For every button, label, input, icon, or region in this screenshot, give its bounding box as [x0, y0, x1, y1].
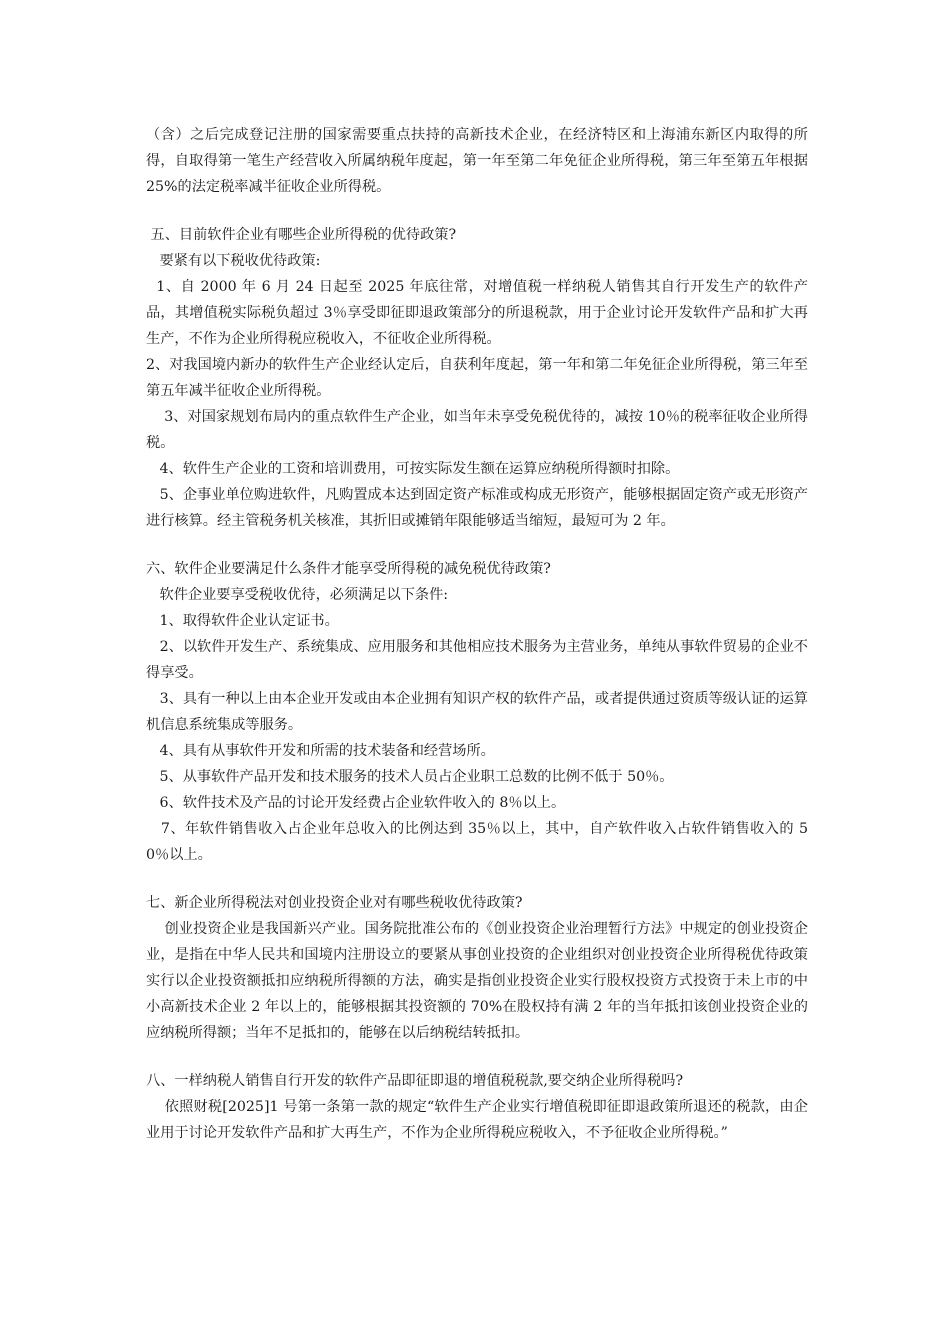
section-6: [146, 556, 808, 868]
section-7-body: 创业投资企业是我国新兴产业。国务院批准公布的《创业投资企业治理暂行方法》中规定的创业投资企业，是指在中华人民共和国境内注册设立的要紧从事创业投资的企业组织对创业投资企业所得税优待政策实行以企业投资额抵扣应纳税所得额的方法，确实是指创业投资企业实行股权投资方式投资于未上市的中小高新技术企业 2 年以上的，能够根据其投资额的 70%在股权持有满 2 年的当年抵扣该创业投资企业的应纳税所得额；当年不足抵扣的，能够在以后纳税结转抵扣。: [146, 921, 808, 1041]
section-5-item-1: 1、自 2000 年 6 月 24 日起至 2025 年底往常，对增值税一样纳税人销售其自行开发生产的软件产品，其增值税实际税负超过 3％享受即征即退政策部分的所退税款，用于企业讨论开发软件产品和扩大再生产，不作为企业所得税应税收入，不征收企业所得税。: [146, 279, 808, 347]
section-5-item-2: 2、对我国境内新办的软件生产企业经认定后，自获利年度起，第一年和第二年免征企业所得税，第三年至第五年减半征收企业所得税。: [146, 357, 808, 399]
section-8: [146, 1068, 808, 1146]
section-6-lead: 软件企业要享受税收优待，必须满足以下条件:: [146, 587, 449, 603]
section-5-lead: 要紧有以下税收优待政策:: [146, 253, 321, 269]
section-8-body: 依照财税[2025]1 号第一条第一款的规定“软件生产企业实行增值税即征即退政策所退还的税款，由企业用于讨论开发软件产品和扩大再生产，不作为企业所得税应税收入，不予征收企业所得税。”: [146, 1099, 808, 1141]
section-5-item-4: 4、软件生产企业的工资和培训费用，可按实际发生额在运算应纳税所得额时扣除。: [146, 461, 680, 477]
section-5-heading: 五、目前软件企业有哪些企业所得税的优待政策?: [146, 227, 457, 243]
section-6-item-2: 2、以软件开发生产、系统集成、应用服务和其他相应技术服务为主营业务，单纯从事软件贸易的企业不得享受。: [146, 639, 808, 681]
section-6-item-4: 4、具有从事软件开发和所需的技术装备和经营场所。: [146, 743, 495, 759]
section-7-heading: 七、新企业所得税法对创业投资企业对有哪些税收优待政策?: [146, 895, 523, 911]
section-5-item-5: 5、企事业单位购进软件，凡购置成本达到固定资产标准或构成无形资产，能够根据固定资产或无形资产进行核算。经主管税务机关核准，其折旧或摊销年限能够适当缩短，最短可为 2 年。: [146, 487, 808, 529]
section-5-item-3: 3、对国家规划布局内的重点软件生产企业，如当年未享受免税优待的，减按 10％的税率征收企业所得税。: [146, 409, 808, 451]
section-6-item-6: 6、软件技术及产品的讨论开发经费占企业软件收入的 8％以上。: [146, 795, 566, 811]
section-6-item-3: 3、具有一种以上由本企业开发或由本企业拥有知识产权的软件产品，或者提供通过资质等级认证的运算机信息系统集成等服务。: [146, 691, 808, 733]
section-6-item-5: 5、从事软件产品开发和技术服务的技术人员占企业职工总数的比例不低于 50％。: [146, 769, 674, 785]
section-6-heading: 六、软件企业要满足什么条件才能享受所得税的减免税优待政策?: [146, 561, 551, 577]
section-6-item-7: 7、年软件销售收入占企业年总收入的比例达到 35％以上，其中，自产软件收入占软件销售收入的 50％以上。: [146, 821, 808, 863]
intro-paragraph: （含）之后完成登记注册的国家需要重点扶持的高新技术企业，在经济特区和上海浦东新区内取得的所得，自取得第一笔生产经营收入所属纳税年度起，第一年至第二年免征企业所得税，第三年至第五年根据 25%的法定税率减半征收企业所得税。: [146, 127, 813, 195]
section-8-heading: 八、一样纳税人销售自行开发的软件产品即征即退的增值税税款,要交纳企业所得税吗?: [146, 1073, 684, 1089]
section-6-item-1: 1、取得软件企业认定证书。: [146, 613, 339, 629]
section-7: [146, 890, 808, 1046]
section-5: [146, 222, 808, 534]
document-body: [146, 122, 813, 1146]
